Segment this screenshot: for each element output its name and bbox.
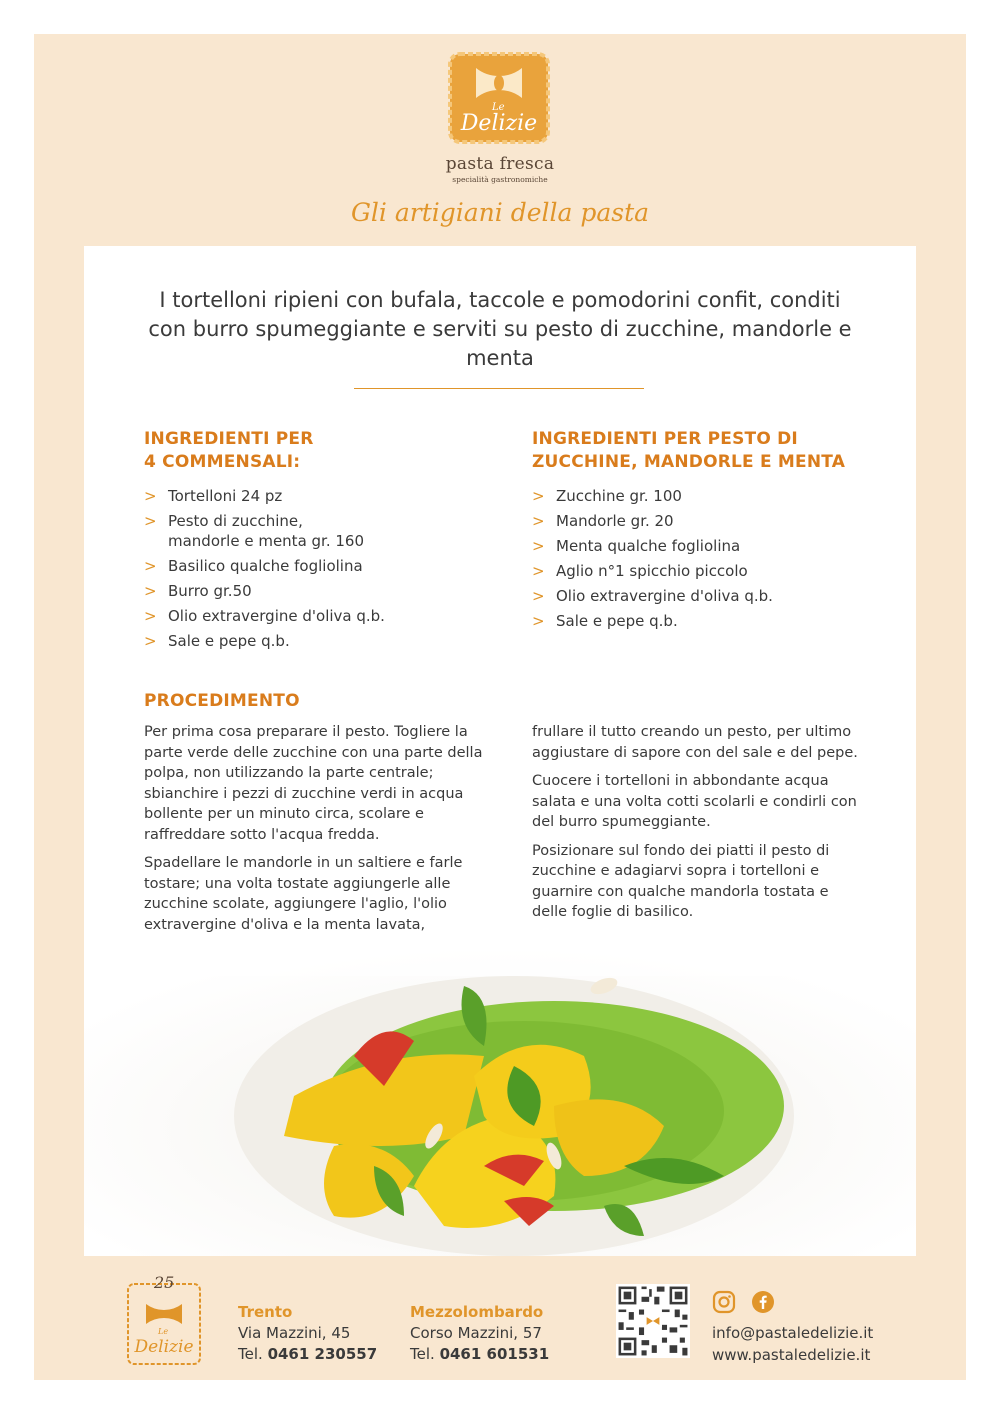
store-mezzolombardo [410,1302,590,1365]
anniversary-number: 25 [154,1274,175,1292]
procedure-paragraph: Cuocere i tortelloni in abbondante acqua salata e una volta cotti scolarli e condirli con del burro spumeggiante. [532,773,857,830]
chevron-right-icon: > [532,512,545,530]
procedure-column-right [532,722,862,931]
logo-delizie: Delizie [460,111,538,136]
list-item: > Olio extravergine d'oliva q.b. [144,607,385,625]
store-city: Trento [238,1303,293,1321]
procedure-paragraph: frullare il tutto creando un pesto, per ultimo aggiustare di sapore con del sale e del pepe. [532,724,858,761]
list-item: > Basilico qualche fogliolina [144,557,363,575]
pesto-ingredients-list [532,486,872,636]
list-item: > Menta qualche fogliolina [532,537,741,555]
pesto-heading-line1: INGREDIENTI PER PESTO DI [532,429,798,449]
recipe-sheet [34,34,966,1380]
chevron-right-icon: > [144,557,157,575]
list-item: > Tortelloni 24 pz [144,487,283,505]
procedure-paragraph: Posizionare sul fondo dei piatti il pesto di zucchine e adagiarvi sopra i tortelloni e guarnire con qualche mandorla tostata e delle foglie di basilico. [532,842,830,920]
list-item: > Burro gr.50 [144,582,252,600]
list-item: > Sale e pepe q.b. [532,612,678,630]
ingredients-list [144,486,464,656]
chevron-right-icon: > [532,612,545,630]
store-city: Mezzolombardo [410,1303,544,1321]
procedure-heading: PROCEDIMENTO [144,691,300,711]
chevron-right-icon: > [144,512,157,530]
list-item: > Zucchine gr. 100 [532,487,682,505]
procedure-column-left [144,722,484,943]
instagram-icon[interactable] [712,1290,736,1318]
recipe-card [84,246,916,1256]
chevron-right-icon: > [144,582,157,600]
title-divider [354,388,644,389]
list-item: > Olio extravergine d'oliva q.b. [532,587,773,605]
list-item: > Pesto di zucchine, mandorle e menta gr. 160 [144,512,365,550]
ingredients-heading-line2: 4 COMMENSALI: [144,452,301,472]
pesto-heading-line2: ZUCCHINE, MANDORLE E MENTA [532,452,846,472]
chevron-right-icon: > [532,487,545,505]
dish-photo [84,936,916,1256]
ingredients-heading-line1: INGREDIENTI PER [144,429,314,449]
store-phone[interactable]: Tel. 0461 601531 [410,1345,550,1363]
website-link[interactable]: www.pastaledelizie.it [712,1346,871,1364]
chevron-right-icon: > [532,587,545,605]
list-item: > Mandorle gr. 20 [532,512,674,530]
store-street: Corso Mazzini, 57 [410,1324,542,1342]
recipe-title: I tortelloni ripieni con bufala, taccole e pomodorini confit, conditi con burro spumeggiante e serviti su pesto di zucchine, mandorle e menta [148,288,852,370]
ingredients-heading [144,428,444,474]
pesto-heading [532,428,912,474]
svg-text:Delizie: Delizie [134,1337,194,1357]
procedure-paragraph: Per prima cosa preparare il pesto. Togliere la parte verde delle zucchine con una parte della polpa, non utilizzando la parte centrale; sbianchire i pezzi di zucchine verdi in acqua bollente per un minuto circa, scolare e raffreddare sotto l'acqua fredda. [144,724,483,843]
svg-text:Le: Le [158,1327,169,1336]
brand-subtitle [414,154,586,184]
farfalle-icon [146,1304,182,1324]
store-trento [238,1302,408,1365]
logo-le: Le [492,102,505,113]
store-phone[interactable]: Tel. 0461 230557 [238,1345,378,1363]
email-link[interactable]: info@pastaledelizie.it [712,1324,874,1342]
contact-info [712,1322,873,1366]
tagline: Gli artigiani della pasta [350,198,650,227]
list-item: > Sale e pepe q.b. [144,632,290,650]
chevron-right-icon: > [144,632,157,650]
qr-code[interactable] [616,1284,690,1358]
store-street: Via Mazzini, 45 [238,1324,351,1342]
chevron-right-icon: > [144,487,157,505]
chevron-right-icon: > [532,562,545,580]
social-links [712,1290,785,1318]
list-item: > Aglio n°1 spicchio piccolo [532,562,748,580]
chevron-right-icon: > [532,537,545,555]
anniversary-logo [124,1274,204,1368]
brand-specialita: specialità gastronomiche [452,175,548,184]
chevron-right-icon: > [144,607,157,625]
brand-pasta-fresca: pasta fresca [445,154,555,174]
brand-logo [446,50,552,146]
facebook-icon[interactable] [751,1290,775,1318]
procedure-paragraph: Spadellare le mandorle in un saltiere e farle tostare; una volta tostate aggiungerle alle zucchine scolate, aggiungere l'aglio, l'olio extravergine d'oliva e la menta lavata, [144,855,463,933]
